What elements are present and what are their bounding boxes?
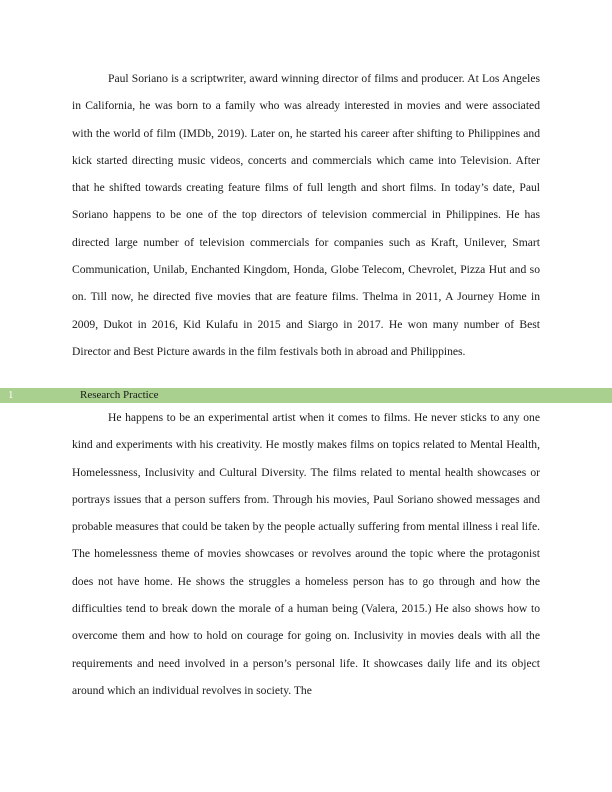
body-paragraph-1: Paul Soriano is a scriptwriter, award winning director of films and producer. At Los Angeles in California, he was born to a family who was already interested in movies and were associated with the world of film (IMDb, 2019). Later on, he started his career after shifting to Philippines and kick started directing music videos, concerts and commercials which came into Television. After that he shifted towards creating feature films of full length and short films. In today’s date, Paul Soriano happens to be one of the top directors of television commercial in Philippines. He has directed large number of television commercials for companies such as Kraft, Unilever, Smart Communication, Unilab, Enchanted Kingdom, Honda, Globe Telecom, Chevrolet, Pizza Hut and so on. Till now, he directed five movies that are feature films. Thelma in 2011, A Journey Home in 2009, Dukot in 2016, Kid Kulafu in 2015 and Siargo in 2017. He won many number of Best Director and Best Picture awards in the film festivals both in abroad and Philippines. [72,72,540,358]
section-title: Research Practice [80,389,159,401]
body-paragraph-2: He happens to be an experimental artist when it comes to films. He never sticks to any one kind and experiments with his creativity. He mostly makes films on topics related to Mental Health, Homelessness, Inclusivity and Cultural Diversity. The films related to mental health showcases or portrays issues that a person suffers from. Through his movies, Paul Soriano showed messages and probable measures that could be taken by the people actually suffering from mental illness i real life. The homelessness theme of movies showcases or revolves around the topic where the protagonist does not have home. He shows the struggles a homeless person has to go through and how the difficulties tend to break down the morale of a human being (Valera, 2015.) He also shows how to overcome them and how to hold on courage for going on. Inclusivity in movies deals with all the requirements and need involved in a person’s personal life. It showcases daily life and its object around which an individual revolves in society. The [72,411,540,697]
page-number: 1 [8,389,14,401]
section-header-bar [0,388,612,403]
